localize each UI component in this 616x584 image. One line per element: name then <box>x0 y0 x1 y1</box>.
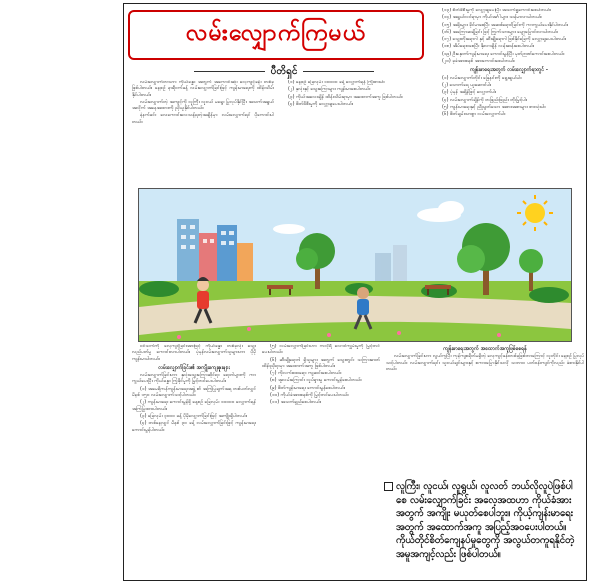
section-heading: ကျန်းမာရေးအတွက် အထောက်အကူဖြစ်စေရန် <box>443 346 527 352</box>
list-item: (၁၁) အသက်ရှည်စေပါတယ်။ <box>270 400 322 406</box>
paragraph: လမ်းလျှောက်တဲ့ အကျင့်ကို လူကြီး လူငယ် မရွေး ပြုလုပ်နိုင်ပြီး အသက်အရွယ်အလိုက် အနေအထားကို ညှိယူနိုင်ပါတယ်။ <box>132 99 274 112</box>
list-item: (၁၈) အိပ်ရေးဝစေပြီး နိုးလာချိန် လန်းဆန်းစေပါတယ်။ <box>442 44 535 50</box>
list-item: (၅) ကျန်းမာရေးနှင့် ညီညွတ်သော အစားအစာများ စားသုံးပါ။ <box>442 104 546 110</box>
checkbox-icon <box>384 482 393 491</box>
list-item: (၁၉) ဦးနှောက်ကျန်းမာရေး ကောင်းမွန်ပြီး မှတ်ဉာဏ်ကောင်းစေပါတယ်။ <box>442 51 565 57</box>
column-1-top <box>132 80 274 184</box>
list-item: (၈) အူလမ်းကြောင်း လှုပ်ရှားမှု ကောင်းမွန်စေပါတယ်။ <box>270 378 362 384</box>
list-item: (၁) နေ့စဉ် ခြေလှမ်း ၁၀၀၀၀ ခန့် လျှောက်ရန် ကြိုးစားပါ။ <box>288 80 385 85</box>
callout <box>382 474 586 578</box>
article-title: လမ်းလျှောက်ကြမယ် <box>186 20 366 46</box>
paragraph: နံနက်ခင်း လေကောင်းလေသန့်ရတဲ့အချိန်မှာ လမ်းလျှောက်ရင် ပိုကောင်းပါတယ်။ <box>132 113 274 125</box>
callout-text: လူကြီး၊ လူငယ်၊ လူရွယ်၊ လူလတ် ဘယ်လိုလူပဲဖြစ်ပါစေ လမ်းလျှောက်ခြင်း အလေ့အထဟာ ကိုယ်ခံအားအတွက် အကျိုး မယုတ်စေပါဘူး။ ကိုယ့်ကျန်းမာရေးအတွက် အထောက်အကူ အပြည့်အဝပေးပါတယ်။ ကိုယ်တိုင်စိတ်ကျေနပ်မှုတွေကို အလွယ်တကူရနိုင်တဲ့ အမူအကျင့်လည်း ဖြစ်ပါတယ်။ <box>396 481 575 560</box>
list-item: (၂) ကျန်းမာရေး ကောင်းမွန်ဖို့ နေ့စဉ် ခြေလှမ်း ၁၀၀၀၀ လျှောက်ရန် အကြံပြုထားပါတယ်။ <box>132 400 256 412</box>
list-item: (၂) သောက်ရေ ယူဆောင်ပါ။ <box>442 82 492 88</box>
column-2-bottom <box>262 344 380 578</box>
list-item: (၆) ဆီးချိုရောဂါ ရှိသူများ အတွက် သွေးတွင်း သကြားဓာတ် ထိန်းညှိရာမှာ အထောက်အကူ ဖြစ်ပါတယ်။ <box>262 357 380 369</box>
list-item: (၃) ပုံမှန် အရှိန်ဖြင့် လျှောက်ပါ။ <box>442 90 497 96</box>
paragraph: လမ်းလျှောက်တာဟာ ကိုယ်ခန္ဓာ အတွက် အကောင်းဆုံး လေ့ကျင့်ခန်း တစ်ခုဖြစ်ပါတယ်။ နေ့စဉ် နာရီဝက်ခန့် လမ်းလျှောက်ခြင်းဖြင့် ကျန်းမာရေးကို ထိန်းသိမ်းနိုင်ပါတယ်။ <box>132 80 274 98</box>
right-subheading: ကျန်းမာရေးအတွက် လမ်းလျှောက်ရာတွင် - <box>470 67 548 74</box>
list-item: (၁၇) သွေးတိုးရောဂါ နှင့် ဆီးချိုရောဂါ ဖြစ်နိုင်ခြေကို လျှော့ချပေးပါတယ်။ <box>442 37 567 43</box>
list-item: (၂၀) ခုခံအားစနစ် အားကောင်းစေပါတယ်။ <box>442 59 516 65</box>
list-item: (၁၅) အရိုးများ ခိုင်မာစေပြီး အဆစ်ရောင်ခြင်းကို ကာကွယ်ပေးနိုင်ပါတယ်။ <box>442 22 569 28</box>
byline-rule-right <box>303 71 374 73</box>
list-item: (၄) လမ်းလျှောက်ချိန်ကို တဖြည်းဖြည်း တိုးမြှင့်ပါ။ <box>442 97 528 103</box>
paragraph: လမ်းလျှောက်ခြင်းဟာ နှလုံးသွေးကြောဆိုင်ရာ ရောဂါများကို ကာကွယ်ပေးပြီး ကိုယ်ခန္ဓာ ကြံ့ခိုင်မှုကို မြှင့်တင်ပေးပါတယ်။ <box>132 373 256 385</box>
list-item: (၆) စိတ်ချမ်းသာစွာ လမ်းလျှောက်ပါ။ <box>442 112 506 118</box>
column-1-bottom <box>132 344 256 578</box>
author-name: ပီတိရှင် <box>270 66 298 77</box>
park-scene <box>139 189 571 341</box>
byline-rule-left <box>194 71 265 73</box>
list-item: (၁၄) အရွယ်လင်ရာမှာ ကိုယ်အင်္ဂါများ သန်မာလာပါတယ်။ <box>442 15 543 21</box>
paragraph: ဝင်သက်ကို လေ့ကျင့်ခြင်းအားဖြင့် ကိုယ်ခန္ဓာ တစ်ခုလုံး သွေးလည်ပတ်မှု ကောင်းလာပါတယ်။ ပုံမှန်လမ်းလျှောက်သူများဟာ ပိုမိုကျန်းမာပါတယ်။ <box>132 344 256 362</box>
list-item: (၅) လမ်းလျှောက်ခြင်းဟာ ကလိုရီ လောင်ကျွမ်းမှုကို မြှင့်တင်ပေးပါတယ်။ <box>262 344 380 356</box>
column-2-top <box>280 80 426 184</box>
park-illustration <box>138 188 572 342</box>
list-item: (၄) စိတ်ဖိစီးမှုကို လျှော့ချပေးပါတယ်။ <box>288 101 354 107</box>
list-item: (၁၀) ကိုယ်ခံအားစနစ်ကို မြှင့်တင်ပေးပါတယ်။ <box>270 393 349 399</box>
list-item: (၁) လမ်းလျှောက်တိုင်း ခြေနင်းကို ရွေးချယ်ပါ။ <box>442 75 522 81</box>
section-heading: လမ်းလျှောက်ခြင်း၏ အကျိုးကျေးဇူးများ <box>158 364 230 371</box>
list-item: (၁၃) စိတ်ဖိစီးမှုကို လျှော့ချပေးပြီး အသက်ရှူကောင်းစေပါတယ်။ <box>442 8 552 13</box>
list-item: (၂) နှလုံးနှင့် သွေးကြောများ ကျန်းမာစေပါတယ်။ <box>288 87 371 93</box>
paragraph: လမ်းလျှောက်ခြင်းဟာ လွယ်ကူပြီး ကုန်ကျစရိတ်မရှိတဲ့ လေ့ကျင့်ခန်းတစ်ခုဖြစ်တာကြောင့် လူတိုင်း နေ့စဉ် ပြုလုပ်သင့်ပါတယ်။ လမ်းလျှောက်ရင်း သူငယ်ချင်းများနှင့် စကားပြောနိုင်သလို သဘာဝ ပတ်ဝန်းကျင်ကိုလည်း ခံစားနိုင်ပါတယ်။ <box>386 354 584 372</box>
list-item: (၄) တစ်နေ့လျှင် မိနစ် ၃၀ ခန့် လမ်းလျှောက်ခြင်းဖြင့် ကျန်းမာရေး ကောင်းမွန်ပါတယ်။ <box>132 421 256 433</box>
column-3-bottom <box>386 344 584 470</box>
list-item: (၁၆) အကြောဆန့်ခြင်း ဖြင့် ကြွက်သားများ ပျော့ပြောင်းလာပါတယ်။ <box>442 29 559 35</box>
article-frame <box>123 3 587 581</box>
list-item: (၃) ကိုယ်အလေးချိန် ထိန်းသိမ်းရာမှာ အထောက်အကူ ဖြစ်ပါတယ်။ <box>288 94 403 100</box>
title-box <box>128 10 424 60</box>
right-column <box>434 8 584 186</box>
byline <box>194 64 374 79</box>
list-item: (၇) ကိုလက်စထရော ကျဆင်းစေပါတယ်။ <box>270 371 342 377</box>
list-item: (၉) စိတ်ကျန်းမာရေး ကောင်းမွန်စေပါတယ်။ <box>270 385 346 391</box>
list-item: (၁) အမေရိကန်ကျန်းမာရေးအဖွဲ့ ၏ အကြံပြုချက်အရ တစ်ပတ်လျှင် မိနစ် ၁၅၀ လမ်းလျှောက်သင့်ပါတယ်။ <box>132 386 256 399</box>
list-item: (၃) ခြေလှမ်း ၃၀၀၀ ခန့် ပိုမိုလျှောက်ခြင်းဖြင့် အကျိုးရှိပါတယ်။ <box>140 413 248 419</box>
